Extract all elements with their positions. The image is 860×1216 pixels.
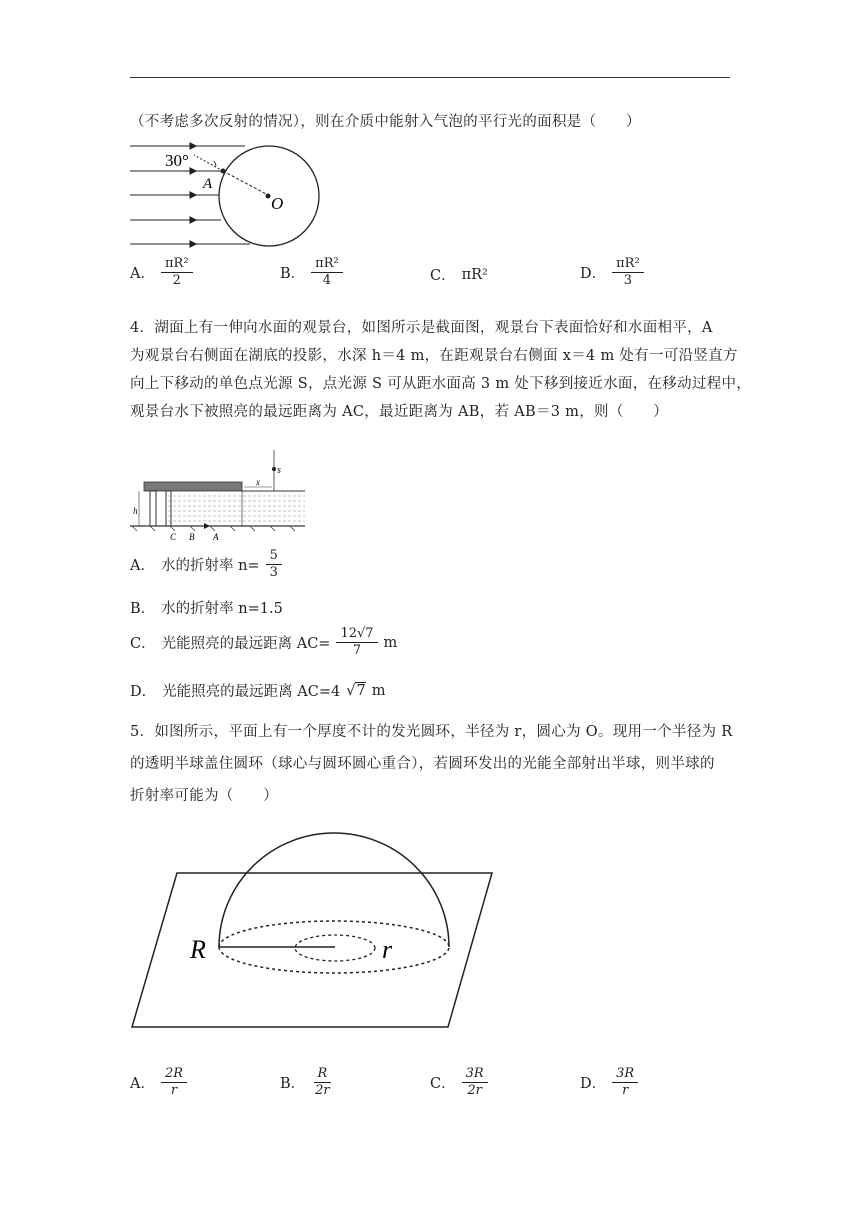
q5-label-big-r: R	[190, 935, 206, 964]
q4-label-h: h	[133, 506, 138, 516]
q5-option-a[interactable]: A． $\frac{2R}{r}$	[130, 1066, 187, 1099]
q3-option-a[interactable]: A． $\frac{\text{πR²}}{2}$	[130, 256, 193, 289]
q4-option-a[interactable]: A． 水的折射率 n= $\frac{5}{3}$	[130, 548, 282, 581]
q3-point-o: O	[271, 194, 284, 213]
q4-label-b: B	[189, 532, 195, 542]
q5-stem-line-1: 5．如图所示，平面上有一个厚度不计的发光圆环，半径为 r，圆心为 O。现用一个半径为 R	[130, 724, 733, 740]
q3-angle-label: 30°	[165, 151, 189, 170]
q4-stem-line-2: 为观景台右侧面在湖底的投影，水深 h＝4 m，在距观景台右侧面 x＝4 m 处有一可沿竖直方	[130, 348, 738, 364]
q5-figure	[130, 816, 500, 1031]
q4-option-b[interactable]: B． 水的折射率 n=1.5	[130, 601, 283, 617]
q5-option-b[interactable]: B． $\frac{R}{2r}$	[280, 1066, 330, 1098]
q5-stem-line-2: 的透明半球盖住圆环（球心与圆环圆心重合），若圆环发出的光能全部射出半球，则半球的	[130, 756, 715, 772]
q3-point-a: A	[203, 176, 213, 192]
q5-stem-line-3: 折射率可能为（ ）	[130, 788, 278, 804]
q4-label-a: A	[213, 532, 219, 542]
q4-label-s: s	[277, 465, 281, 476]
q4-label-x: x	[256, 477, 260, 487]
q3-option-b[interactable]: B． $\frac{\text{πR²}}{4}$	[280, 256, 343, 289]
q4-figure	[130, 450, 310, 542]
q4-stem-line-3: 向上下移动的单色点光源 S，点光源 S 可从距水面高 3 m 处下移到接近水面，在移动过程中，	[130, 376, 752, 392]
q4-option-c[interactable]: C． 光能照亮的最远距离 AC= $\frac{12√7}{7}$ m	[130, 626, 398, 658]
q5-option-c[interactable]: C． $\frac{3R}{2r}$	[430, 1066, 488, 1099]
q4-stem-line-1: 4．湖面上有一伸向水面的观景台，如图所示是截面图，观景台下表面恰好和水面相平，A	[130, 320, 713, 336]
q4-stem-line-4: 观景台水下被照亮的最远距离为 AC，最近距离为 AB，若 AB＝3 m，则（ ）	[130, 404, 669, 420]
q3-option-d[interactable]: D． $\frac{\text{πR²}}{3}$	[580, 256, 644, 289]
q3-stem: （不考虑多次反射的情况），则在介质中能射入气泡的平行光的面积是（ ）	[130, 114, 641, 130]
q3-option-c[interactable]: C． πR²	[430, 266, 488, 284]
q3-figure	[130, 140, 330, 252]
q4-option-d[interactable]: D． 光能照亮的最远距离 AC=4 √7 m	[130, 682, 386, 700]
q5-label-small-r: r	[382, 935, 393, 964]
q4-label-c: C	[170, 532, 177, 542]
q5-option-d[interactable]: D． $\frac{3R}{r}$	[580, 1066, 638, 1099]
header-rule	[130, 77, 730, 78]
